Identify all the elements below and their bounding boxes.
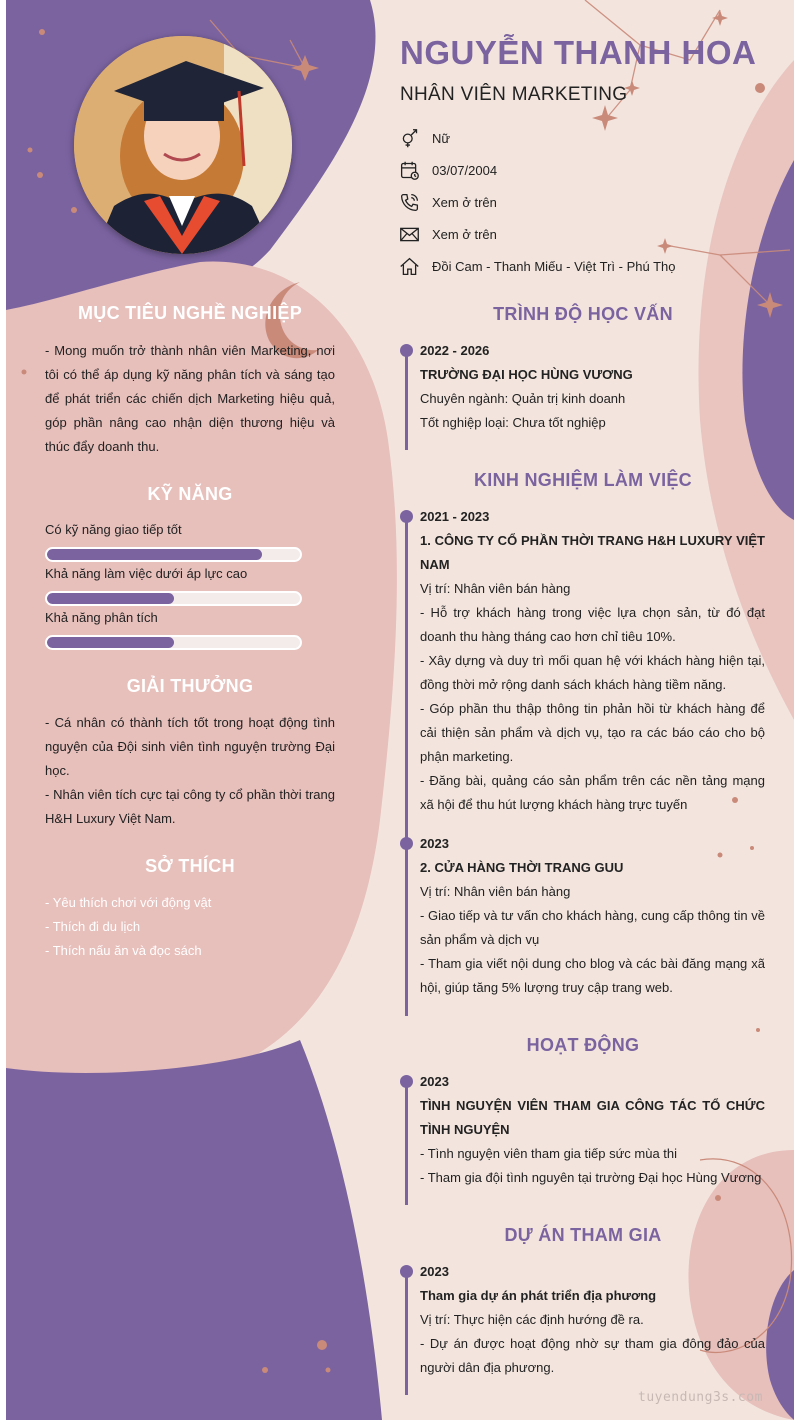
job-1-task-4: - Đăng bài, quảng cáo sản phẩm trên các nền tảng mạng xã hội để thu hút lượng khách hàng trực tuyến xyxy=(420,773,765,812)
skill-label-3: Khả năng phân tích xyxy=(45,610,158,625)
objective-text: - Mong muốn trở thành nhân viên Marketing, nơi tôi có thể áp dụng kỹ năng phân tích và sáng tạo để phát triển các chiến dịch Marketing hiệu quả, góp phần nâng cao nhận diện thương hiệu và thúc đẩy doanh thu. xyxy=(45,343,335,454)
skill-bar-1 xyxy=(45,547,302,562)
info-address xyxy=(399,255,676,277)
school-name: TRƯỜNG ĐẠI HỌC HÙNG VƯƠNG xyxy=(420,367,633,382)
skill-bar-2 xyxy=(45,591,302,606)
award-item-2: - Nhân viên tích cực tại công ty cổ phần thời trang H&H Luxury Việt Nam. xyxy=(45,787,335,826)
experience-heading: KINH NGHIỆM LÀM VIỆC xyxy=(473,470,692,490)
hobby-item-3: - Thích nấu ăn và đọc sách xyxy=(45,943,202,958)
watermark: tuyendung3s.com xyxy=(638,1390,763,1405)
job-2-company: 2. CỬA HÀNG THỜI TRANG GUU xyxy=(420,860,624,875)
project-item-1: - Dự án được hoạt động nhờ sự tham gia đông đảo của người dân địa phương. xyxy=(420,1336,765,1375)
activity-item-1: - Tình nguyện viên tham gia tiếp sức mùa thi xyxy=(420,1146,678,1161)
skill-label-2: Khả năng làm việc dưới áp lực cao xyxy=(45,566,248,581)
birthday-text: 03/07/2004 xyxy=(432,162,498,178)
job-2-task-2: - Tham gia viết nội dung cho blog và các bài đăng mạng xã hội, giúp tăng 5% lượng truy cập trang web. xyxy=(420,956,765,995)
activities-timeline-dot xyxy=(400,1075,413,1088)
objective-heading: MỤC TIÊU NGHỀ NGHIỆP xyxy=(77,303,302,323)
project-name: Tham gia dự án phát triển địa phương xyxy=(420,1288,657,1303)
job-1-task-2: - Xây dựng và duy trì mối quan hệ với khách hàng hiện tại, đồng thời mở rộng danh sách khách hàng tiềm năng. xyxy=(420,653,765,692)
job-1-task-3: - Góp phần thu thập thông tin phản hồi từ khách hàng để cải thiện sản phẩm và dịch vụ, tạo ra các báo cáo cho bộ phận marketing. xyxy=(420,701,765,764)
hobby-item-1: - Yêu thích chơi với động vật xyxy=(45,895,212,910)
projects-heading: DỰ ÁN THAM GIA xyxy=(504,1225,662,1245)
job-1-task-1: - Hỗ trợ khách hàng trong việc lựa chọn sản, từ đó đạt doanh thu hàng tháng cao hơn chỉ tiêu 10%. xyxy=(420,605,765,644)
education-heading: TRÌNH ĐỘ HỌC VẤN xyxy=(493,304,673,324)
activity-item-2: - Tham gia đội tình nguyên tại trường Đại học Hùng Vương xyxy=(420,1170,762,1185)
job-2-position: Vị trí: Nhân viên bán hàng xyxy=(420,884,571,899)
hobby-item-2: - Thích đi du lịch xyxy=(45,919,141,934)
activity-name: TÌNH NGUYỆN VIÊN THAM GIA CÔNG TÁC TỔ CHỨC TÌNH NGUYỆN xyxy=(420,1098,765,1137)
hobbies-heading: SỞ THÍCH xyxy=(145,856,235,876)
email-text: Xem ở trên xyxy=(432,226,497,242)
job-1-position: Vị trí: Nhân viên bán hàng xyxy=(420,581,571,596)
skill-bar-fill-1 xyxy=(47,549,262,560)
job-title: NHÂN VIÊN MARKETING xyxy=(400,84,628,105)
info-birthday xyxy=(399,159,498,181)
phone-text: Xem ở trên xyxy=(432,194,497,210)
job-2-period: 2023 xyxy=(420,836,449,851)
activity-period: 2023 xyxy=(420,1074,449,1089)
skill-bar-fill-3 xyxy=(47,637,174,648)
gender-text: Nữ xyxy=(432,130,451,146)
project-position: Vị trí: Thực hiện các định hướng đề ra. xyxy=(420,1312,644,1327)
gender-icon xyxy=(399,128,420,149)
candidate-name: NGUYỄN THANH HOA xyxy=(400,34,757,71)
project-period: 2023 xyxy=(420,1264,449,1279)
skill-bar-fill-2 xyxy=(47,593,174,604)
home-icon xyxy=(399,256,420,277)
experience-timeline-line xyxy=(405,516,408,1016)
education-timeline-line xyxy=(405,350,408,450)
skill-bar-3 xyxy=(45,635,302,650)
experience-timeline-dot-1 xyxy=(400,510,413,523)
skill-label-1: Có kỹ năng giao tiếp tốt xyxy=(45,522,182,537)
mail-icon xyxy=(399,224,420,245)
skills-heading: KỸ NĂNG xyxy=(147,484,233,504)
phone-icon xyxy=(399,192,420,213)
activities-timeline-line xyxy=(405,1081,408,1205)
profile-photo xyxy=(74,36,292,254)
awards-heading: GIẢI THƯỞNG xyxy=(126,676,254,696)
experience-timeline-dot-2 xyxy=(400,837,413,850)
calendar-icon xyxy=(399,160,420,181)
job-1-period: 2021 - 2023 xyxy=(420,509,490,524)
education-timeline-dot xyxy=(400,344,413,357)
info-email xyxy=(399,223,497,245)
job-1-company: 1. CÔNG TY CỔ PHẦN THỜI TRANG H&H LUXURY VIỆT NAM xyxy=(420,533,765,572)
major-text: Chuyên ngành: Quản trị kinh doanh xyxy=(420,391,626,406)
grade-text: Tốt nghiệp loại: Chưa tốt nghiệp xyxy=(420,415,606,430)
info-gender xyxy=(399,127,451,149)
job-2-task-1: - Giao tiếp và tư vấn cho khách hàng, cung cấp thông tin về sản phẩm và dịch vụ xyxy=(420,908,765,947)
address-text: Đồi Cam - Thanh Miếu - Việt Trì - Phú Thọ xyxy=(432,258,676,274)
award-item-1: - Cá nhân có thành tích tốt trong hoạt động tình nguyện của Đội sinh viên tình nguyện trường Đại học. xyxy=(45,715,335,778)
activities-heading: HOẠT ĐỘNG xyxy=(526,1035,640,1055)
projects-timeline-line xyxy=(405,1271,408,1395)
info-phone xyxy=(399,191,497,213)
education-period: 2022 - 2026 xyxy=(420,343,490,358)
projects-timeline-dot xyxy=(400,1265,413,1278)
